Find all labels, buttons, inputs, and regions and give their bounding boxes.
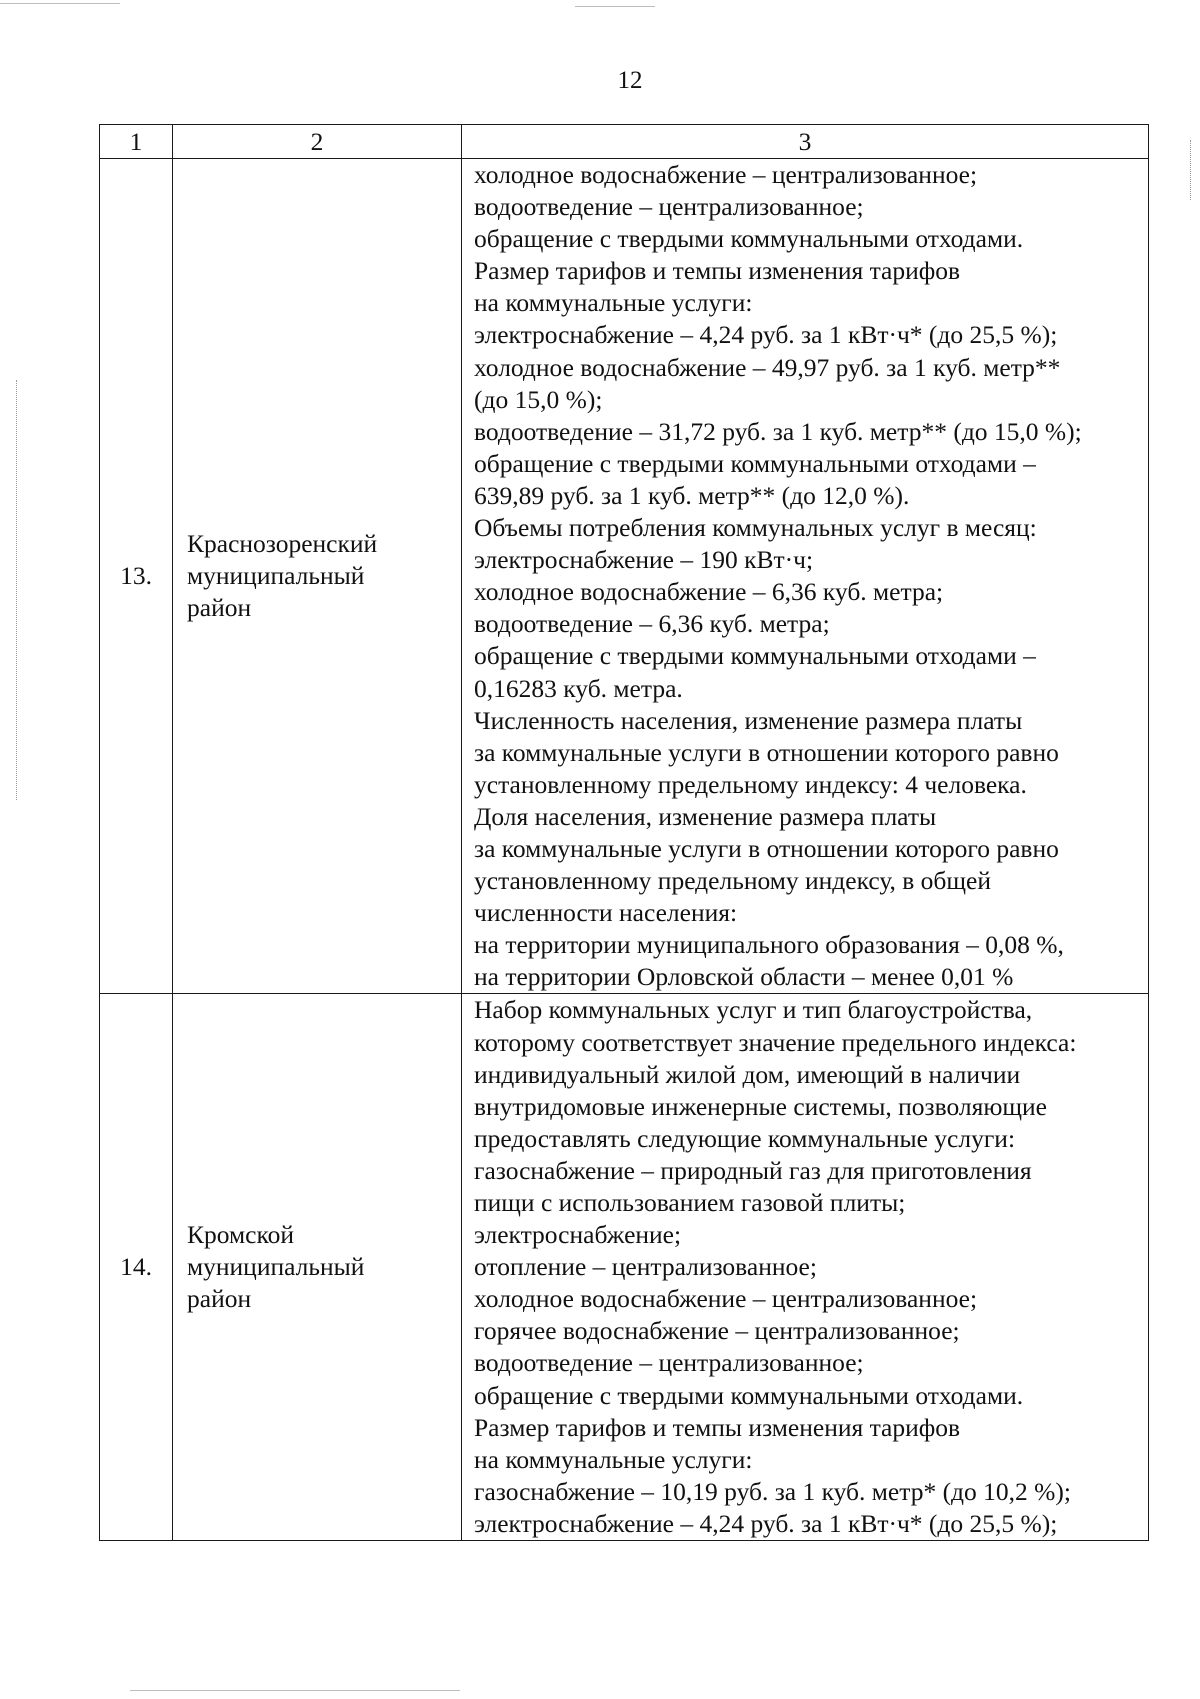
- description-line: электроснабжение – 4,24 руб. за 1 кВт·ч* (до 25,5 %);: [474, 320, 1058, 350]
- description-line: пищи с использованием газовой плиты;: [474, 1188, 906, 1217]
- scan-artifact-top: [0, 3, 120, 4]
- description-line: Размер тарифов и темпы изменения тарифов: [474, 1412, 961, 1442]
- description-line: установленному предельному индексу, в общей: [474, 866, 992, 896]
- description-line: холодное водоснабжение – 49,97 руб. за 1 куб. метр**: [474, 352, 1061, 382]
- description-line: электроснабжение – 4,24 руб. за 1 кВт·ч* (до 25,5 %);: [474, 1508, 1058, 1538]
- description-line: электроснабжение – 190 кВт·ч;: [474, 545, 814, 575]
- description-line: обращение с твердыми коммунальными отходами –: [474, 641, 1036, 671]
- municipality-name-line: муниципальный: [187, 561, 365, 591]
- scan-artifact-right-margin: [1190, 140, 1192, 200]
- description-line: на коммунальные услуги:: [474, 1444, 753, 1474]
- description-line: горячее водоснабжение – централизованное;: [474, 1316, 960, 1346]
- description-line: водоотведение – 31,72 руб. за 1 куб. метр** (до 15,0 %);: [474, 416, 1082, 446]
- municipality-name: [173, 159, 462, 994]
- description-line: Набор коммунальных услуг и тип благоустройства,: [474, 995, 1033, 1025]
- table-header-row: [100, 125, 1149, 159]
- column-header-3: 3: [462, 125, 1149, 159]
- description-line: отопление – централизованное;: [474, 1252, 817, 1282]
- description-line: Численность населения, изменение размера платы: [474, 705, 1023, 735]
- description-line: водоотведение – централизованное;: [474, 192, 864, 222]
- description-line: на коммунальные услуги:: [474, 288, 753, 318]
- description-line: численности населения:: [474, 898, 738, 928]
- municipality-name-line: Краснозоренский: [187, 529, 378, 559]
- municipality-name-line: район: [187, 1284, 252, 1314]
- description-line: на территории Орловской области – менее 0,01 %: [474, 962, 1014, 992]
- description-line: которому соответствует значение предельного индекса:: [474, 1027, 1077, 1057]
- tariff-description: [462, 994, 1149, 1541]
- scan-artifact-top-center: [575, 6, 655, 7]
- description-line: водоотведение – централизованное;: [474, 1348, 864, 1378]
- description-line: холодное водоснабжение – 6,36 куб. метра;: [474, 577, 944, 607]
- description-line: водоотведение – 6,36 куб. метра;: [474, 609, 830, 639]
- description-line: внутридомовые инженерные системы, позволяющие: [474, 1091, 1047, 1121]
- description-line: холодное водоснабжение – централизованное;: [474, 1284, 978, 1314]
- row-number: 14.: [100, 994, 173, 1541]
- description-line: газоснабжение – природный газ для приготовления: [474, 1155, 1032, 1185]
- scan-artifact-left-margin: [16, 380, 18, 800]
- municipality-name: [173, 994, 462, 1541]
- scan-artifact-bottom: [130, 1690, 460, 1691]
- column-header-2: 2: [173, 125, 462, 159]
- description-line: обращение с твердыми коммунальными отходами –: [474, 448, 1036, 478]
- description-line: обращение с твердыми коммунальными отходами.: [474, 224, 1024, 254]
- tariff-description: [462, 159, 1149, 994]
- description-line: индивидуальный жилой дом, имеющий в наличии: [474, 1059, 1021, 1089]
- description-line: Доля населения, изменение размера платы: [474, 801, 937, 831]
- municipality-name-line: муниципальный: [187, 1252, 365, 1282]
- description-line: на территории муниципального образования – 0,08 %,: [474, 930, 1064, 960]
- row-number: 13.: [100, 159, 173, 994]
- description-line: за коммунальные услуги в отношении которого равно: [474, 833, 1059, 863]
- table-body: [100, 159, 1149, 1541]
- description-line: 0,16283 куб. метра.: [474, 673, 683, 703]
- table-row: [100, 159, 1149, 994]
- municipality-name-line: район: [187, 593, 252, 623]
- description-line: предоставлять следующие коммунальные услуги:: [474, 1123, 1016, 1153]
- description-line: Объемы потребления коммунальных услуг в месяц:: [474, 513, 1037, 543]
- description-line: газоснабжение – 10,19 руб. за 1 куб. метр* (до 10,2 %);: [474, 1476, 1071, 1506]
- description-line: электроснабжение;: [474, 1220, 682, 1250]
- page-number: 12: [617, 67, 643, 94]
- description-line: холодное водоснабжение – централизованное;: [474, 160, 978, 189]
- description-line: за коммунальные услуги в отношении которого равно: [474, 737, 1059, 767]
- municipality-name-line: Кромской: [187, 1220, 294, 1250]
- tariff-table: [99, 124, 1149, 1541]
- description-line: обращение с твердыми коммунальными отходами.: [474, 1380, 1024, 1410]
- description-line: Размер тарифов и темпы изменения тарифов: [474, 256, 961, 286]
- table-row: [100, 994, 1149, 1541]
- column-header-1: 1: [100, 125, 173, 159]
- description-line: 639,89 руб. за 1 куб. метр** (до 12,0 %).: [474, 480, 910, 510]
- description-line: установленному предельному индексу: 4 человека.: [474, 769, 1027, 799]
- description-line: (до 15,0 %);: [474, 384, 603, 414]
